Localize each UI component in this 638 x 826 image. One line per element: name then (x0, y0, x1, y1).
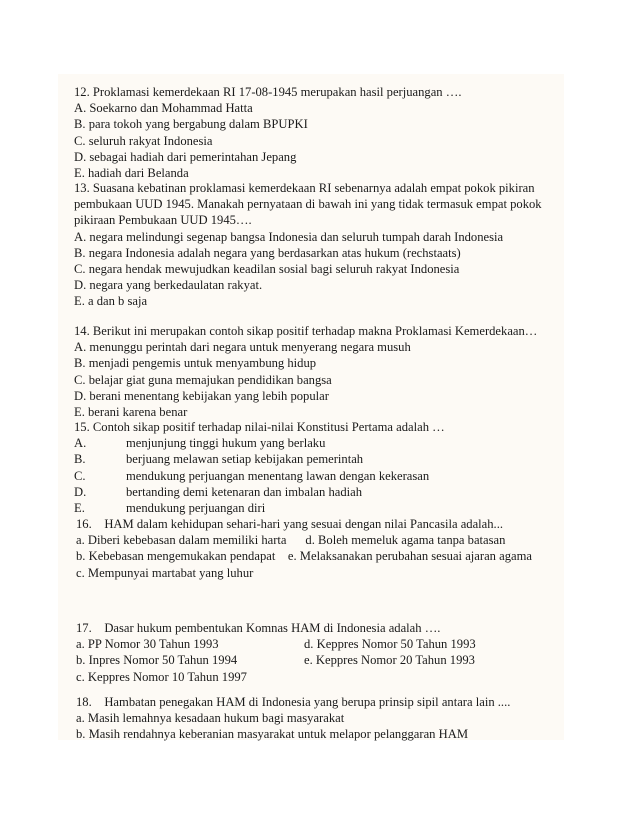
option-d: D. negara yang berkedaulatan rakyat. (74, 278, 263, 293)
option-e (74, 500, 445, 516)
option-line: b. Kebebasan mengemukakan pendapat e. Melaksanakan perubahan sesuai ajaran agama (76, 549, 532, 564)
option-a: A. menunggu perintah dari negara untuk menyerang negara musuh (74, 340, 411, 355)
question-stem: 16. HAM dalam kehidupan sehari-hari yang sesuai dengan nilai Pancasila adalah... (76, 517, 504, 531)
option-a: a. Masih lemahnya kesadaan hukum bagi masyarakat (76, 711, 345, 726)
question-stem: 15. Contoh sikap positif terhadap nilai-nilai Konstitusi Pertama adalah … (74, 420, 445, 434)
option-c: C. belajar giat guna memajukan pendidikan bangsa (74, 372, 332, 387)
question-stem-line: pembukaan UUD 1945. Manakah pernyataan di bawah ini yang tidak termasuk empat pokok (74, 197, 542, 212)
option-d: D. sebagai hadiah dari pemerintahan Jepang (74, 149, 297, 164)
option-a (74, 435, 445, 451)
question-stem: 18. Hambatan penegakan HAM di Indonesia yang berupa prinsip sipil antara lain .... (76, 695, 511, 709)
option-text: mendukung perjuangan diri (126, 501, 266, 516)
question-stem: 14. Berikut ini merupakan contoh sikap positif terhadap makna Proklamasi Kemerdekaan… (74, 324, 538, 338)
option-text: bertanding demi ketenaran dan imbalan hadiah (126, 484, 363, 499)
option-line: a. Diberi kebebasan dalam memiliki harta d. Boleh memeluk agama tanpa batasan (76, 533, 506, 548)
question-stem-line: 13. Suasana kebatinan proklamasi kemerdekaan RI sebenarnya adalah empat pokok pikiran (74, 181, 535, 195)
option-b: b. Inpres Nomor 50 Tahun 1994 (76, 653, 238, 668)
option-b (74, 451, 445, 467)
question-stem: 17. Dasar hukum pembentukan Komnas HAM di Indonesia adalah …. (76, 621, 441, 635)
option-b: b. Masih rendahnya keberanian masyarakat untuk melapor pelanggaran HAM (76, 727, 469, 742)
option-row (76, 669, 476, 685)
option-a: A. negara melindungi segenap bangsa Indonesia dan seluruh tumpah darah Indonesia (74, 229, 504, 244)
option-c: c. Keppres Nomor 10 Tahun 1997 (76, 669, 247, 684)
question-12 (74, 84, 462, 181)
question-15 (74, 419, 445, 516)
option-c: C. negara hendak mewujudkan keadilan sosial bagi seluruh rakyat Indonesia (74, 262, 460, 277)
option-d (74, 484, 445, 500)
question-stem-line: pikiraan Pembukaan UUD 1945…. (74, 213, 252, 228)
option-text: mendukung perjuangan menentang lawan dengan kekerasan (126, 468, 430, 483)
question-18 (76, 694, 510, 743)
option-c: C. seluruh rakyat Indonesia (74, 133, 213, 148)
question-17 (76, 620, 476, 685)
option-b: B. menjadi pengemis untuk menyambung hidup (74, 356, 317, 371)
option-a: a. PP Nomor 30 Tahun 1993 (76, 637, 219, 652)
option-letter: B. (74, 452, 86, 467)
question-16 (76, 516, 532, 581)
option-e: E. hadiah dari Belanda (74, 166, 189, 181)
option-letter: A. (74, 436, 87, 451)
option-d: D. berani menentang kebijakan yang lebih popular (74, 388, 329, 403)
option-a: A. Soekarno dan Mohammad Hatta (74, 101, 253, 116)
option-e: e. Keppres Nomor 20 Tahun 1993 (304, 653, 475, 668)
option-letter: C. (74, 468, 86, 483)
option-e: E. a dan b saja (74, 294, 148, 309)
option-b: B. negara Indonesia adalah negara yang berdasarkan atas hukum (rechstaats) (74, 245, 461, 260)
question-14 (74, 323, 537, 420)
option-e: E. berani karena benar (74, 405, 188, 420)
option-line: c. Mempunyai martabat yang luhur (76, 565, 254, 580)
option-c (74, 468, 445, 484)
option-d: d. Keppres Nomor 50 Tahun 1993 (304, 637, 476, 652)
option-letter: E. (74, 501, 85, 516)
option-text: berjuang melawan setiap kebijakan pemerintah (126, 452, 364, 467)
option-row (76, 652, 476, 668)
question-stem: 12. Proklamasi kemerdekaan RI 17-08-1945 merupakan hasil perjuangan …. (74, 85, 462, 99)
option-row (76, 636, 476, 652)
option-text: menjunjung tinggi hukum yang berlaku (126, 436, 326, 451)
option-letter: D. (74, 484, 87, 499)
option-b: B. para tokoh yang bergabung dalam BPUPKI (74, 117, 308, 132)
question-13 (74, 180, 542, 310)
